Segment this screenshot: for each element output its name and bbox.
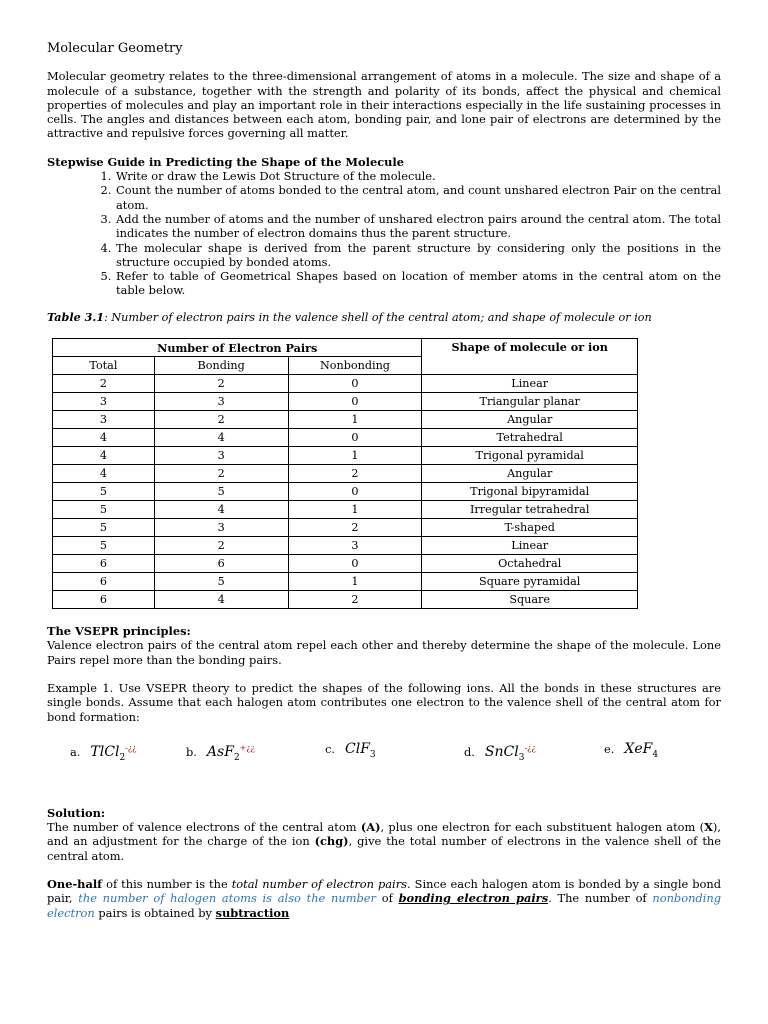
guide-steps-list xyxy=(47,169,721,298)
cell-bonding: 3 xyxy=(154,393,288,411)
solution-heading: Solution: xyxy=(47,805,106,820)
text-run: One-half xyxy=(47,877,103,892)
cell-total: 4 xyxy=(53,447,155,465)
formula-base: TlCl xyxy=(90,744,120,761)
text-run: ), and an adjustment for the charge of the ion xyxy=(47,820,721,849)
cell-shape: Angular xyxy=(422,411,638,429)
cell-nonbonding: 0 xyxy=(288,429,422,447)
table-row xyxy=(53,537,638,555)
cell-total: 3 xyxy=(53,393,155,411)
text-run: Since each halogen atom is bonded by a single bond pair, xyxy=(47,877,722,906)
cell-shape: T-shaped xyxy=(422,519,638,537)
formula-sub: 2 xyxy=(119,753,126,764)
formula-charge: +¿¿ xyxy=(239,743,255,753)
formula-label: c. xyxy=(325,741,336,756)
cell-nonbonding: 2 xyxy=(288,591,422,609)
text-run: of this number is the xyxy=(102,877,232,892)
table-row xyxy=(53,411,638,429)
guide-step: 2. Count the number of atoms bonded to the central atom, and count unshared electron Pair on the central atom. xyxy=(115,183,721,212)
cell-nonbonding: 1 xyxy=(288,573,422,591)
formula-base: ClF xyxy=(345,740,370,757)
text-run: , give the total number of electrons in the valence shell of the central atom. xyxy=(47,834,721,863)
table-row xyxy=(53,591,638,609)
cell-total: 5 xyxy=(53,519,155,537)
cell-shape: Trigonal bipyramidal xyxy=(422,483,638,501)
cell-bonding: 4 xyxy=(154,429,288,447)
cell-bonding: 2 xyxy=(154,375,288,393)
cell-nonbonding: 1 xyxy=(288,501,422,519)
formula-label: d. xyxy=(464,745,475,760)
formula-label: e. xyxy=(604,741,615,756)
geometry-table xyxy=(52,338,638,609)
cell-shape: Linear xyxy=(422,375,638,393)
cell-total: 5 xyxy=(53,537,155,555)
page-title: Molecular Geometry xyxy=(47,41,183,56)
table-row xyxy=(53,447,638,465)
cell-total: 5 xyxy=(53,501,155,519)
formula xyxy=(345,740,376,760)
cell-nonbonding: 2 xyxy=(288,465,422,483)
formula-item xyxy=(604,742,658,762)
formula-charge: -¿¿ xyxy=(125,743,137,753)
formula-base: AsF xyxy=(206,744,234,761)
formula xyxy=(90,743,137,764)
table-caption xyxy=(47,310,721,325)
guide-step: 4. The molecular shape is derived from the parent structure by considering only the positions in the structure occupied by bonded atoms. xyxy=(115,241,721,270)
intro-paragraph: Molecular geometry relates to the three-dimensional arrangement of atoms in a molecule. The size and shape of a molecule of a substance, together with the strength and polarity of its bonds, affect the physical and chemical properties of molecules and play an important role in their interactions especially in the life sustaining processes in cells. The angles and distances between each atom, bonding pair, and lone pair of electrons are determined by the attractive and repulsive forces governing all matter. xyxy=(47,69,721,141)
formula-base: XeF xyxy=(624,740,653,757)
table-row xyxy=(53,375,638,393)
cell-bonding: 3 xyxy=(154,519,288,537)
formula-label: b. xyxy=(186,745,197,760)
vsepr-heading: The VSEPR principles: xyxy=(47,624,191,639)
table-row xyxy=(53,555,638,573)
cell-shape: Triangular planar xyxy=(422,393,638,411)
table-caption-label: Table 3.1 xyxy=(47,309,105,324)
formula-sub: 3 xyxy=(518,753,525,764)
cell-nonbonding: 0 xyxy=(288,375,422,393)
cell-bonding: 2 xyxy=(154,465,288,483)
formula-item xyxy=(464,742,536,766)
guide-heading: Stepwise Guide in Predicting the Shape of the Molecule xyxy=(47,154,404,169)
example-formulas xyxy=(47,734,721,774)
table-row xyxy=(53,573,638,591)
formula-item xyxy=(325,742,376,762)
cell-shape: Square pyramidal xyxy=(422,573,638,591)
shape-header: Shape of molecule or ion xyxy=(422,339,638,375)
cell-shape: Octahedral xyxy=(422,555,638,573)
formula xyxy=(206,743,255,764)
text-run: subtraction xyxy=(215,905,290,920)
cell-shape: Irregular tetrahedral xyxy=(422,501,638,519)
guide-step: 5. Refer to table of Geometrical Shapes based on location of member atoms in the central atom on the table below. xyxy=(115,269,721,298)
text-run: the number of halogen atoms is also the number xyxy=(78,891,376,906)
text-run: , plus one electron for each substituent halogen atom ( xyxy=(380,820,705,835)
nonbonding-header: Nonbonding xyxy=(288,357,422,375)
formula-item xyxy=(186,742,255,766)
vsepr-paragraph: Valence electron pairs of the central atom repel each other and thereby determine the shape of the molecule. Lone Pairs repel more than the bonding pairs. xyxy=(47,638,721,667)
cell-total: 6 xyxy=(53,573,155,591)
table-row xyxy=(53,429,638,447)
cell-total: 3 xyxy=(53,411,155,429)
example-paragraph: Example 1. Use VSEPR theory to predict the shapes of the following ions. All the bonds in these structures are single bonds. Assume that each halogen atom contributes one electron to the valence shell of the central atom for bond formation: xyxy=(47,680,721,724)
formula-sub: 3 xyxy=(369,749,376,760)
text-run: (chg) xyxy=(314,834,349,849)
cell-bonding: 4 xyxy=(154,591,288,609)
table-row xyxy=(53,465,638,483)
formula xyxy=(624,740,659,760)
cell-total: 6 xyxy=(53,591,155,609)
cell-shape: Trigonal pyramidal xyxy=(422,447,638,465)
text-run: . The number of xyxy=(548,891,653,906)
formula-charge: -¿¿ xyxy=(524,743,536,753)
solution-paragraph-2 xyxy=(47,877,721,920)
cell-total: 4 xyxy=(53,465,155,483)
table-row xyxy=(53,519,638,537)
cell-nonbonding: 3 xyxy=(288,537,422,555)
cell-shape: Square xyxy=(422,591,638,609)
guide-step: 3. Add the number of atoms and the number of unshared electron pairs around the central atom. The total indicates the number of electron domains thus the parent structure. xyxy=(115,212,721,241)
formula-item xyxy=(70,742,136,766)
text-run: bonding electron pairs xyxy=(398,891,549,906)
text-run: X xyxy=(704,820,713,835)
cell-shape: Tetrahedral xyxy=(422,429,638,447)
cell-nonbonding: 0 xyxy=(288,393,422,411)
cell-bonding: 5 xyxy=(154,483,288,501)
cell-shape: Angular xyxy=(422,465,638,483)
formula-base: SnCl xyxy=(484,744,519,761)
solution-paragraph-1 xyxy=(47,820,721,863)
cell-bonding: 3 xyxy=(154,447,288,465)
cell-shape: Linear xyxy=(422,537,638,555)
formula-sub: 4 xyxy=(652,749,659,760)
cell-bonding: 2 xyxy=(154,411,288,429)
text-run: total number of electron pairs. xyxy=(231,877,411,892)
total-header: Total xyxy=(53,357,155,375)
cell-bonding: 5 xyxy=(154,573,288,591)
cell-total: 6 xyxy=(53,555,155,573)
cell-nonbonding: 0 xyxy=(288,483,422,501)
cell-nonbonding: 1 xyxy=(288,447,422,465)
cell-bonding: 6 xyxy=(154,555,288,573)
guide-step: 1. Write or draw the Lewis Dot Structure of the molecule. xyxy=(115,169,721,183)
cell-total: 5 xyxy=(53,483,155,501)
document-page xyxy=(47,42,721,920)
text-run: The number of valence electrons of the central atom xyxy=(47,820,361,835)
formula-label: a. xyxy=(70,745,81,760)
cell-bonding: 2 xyxy=(154,537,288,555)
cell-total: 4 xyxy=(53,429,155,447)
cell-total: 2 xyxy=(53,375,155,393)
text-run: (A) xyxy=(360,820,381,835)
cell-nonbonding: 1 xyxy=(288,411,422,429)
electron-pairs-header: Number of Electron Pairs xyxy=(53,339,422,357)
table-row xyxy=(53,393,638,411)
text-run: of xyxy=(376,891,399,906)
table-caption-text: : Number of electron pairs in the valence shell of the central atom; and shape of molecule or ion xyxy=(104,310,652,324)
text-run: pairs is obtained by xyxy=(94,905,216,920)
formula xyxy=(484,743,536,764)
cell-nonbonding: 0 xyxy=(288,555,422,573)
table-row xyxy=(53,501,638,519)
table-row xyxy=(53,483,638,501)
cell-nonbonding: 2 xyxy=(288,519,422,537)
cell-bonding: 4 xyxy=(154,501,288,519)
formula-sub: 2 xyxy=(233,753,240,764)
text-run: nonbonding electron xyxy=(47,891,721,920)
bonding-header: Bonding xyxy=(154,357,288,375)
